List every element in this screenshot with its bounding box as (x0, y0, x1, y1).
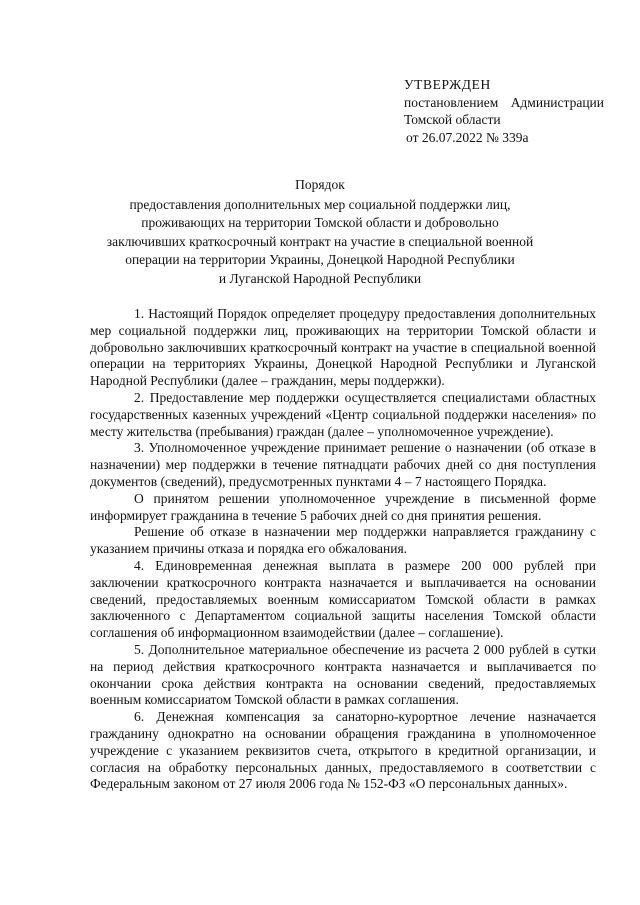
paragraph-6: 6. Денежная компенсация за санаторно-курортное лечение назначается гражданину однократно на основании обращения гражданина в уполномоченное учреждение с указанием реквизитов счета, открытого в кредитной организации, и согласия на обработку персональных данных, предоставляемого в соответствии с Федеральным законом от 27 июля 2006 года № 152-ФЗ «О персональных данных». (90, 709, 596, 792)
approval-decree-label: постановлением (404, 94, 499, 110)
paragraph-5: 5. Дополнительное материальное обеспечение из расчета 2 000 рублей в сутки на период действия краткосрочного контракта назначается и выплачивается по окончании срока действия контракта на основании сведений, предоставляемых военным комиссариатом Томской области в рамках соглашения. (90, 641, 596, 708)
title-line: проживающих на территории Томской области и добровольно (141, 215, 499, 231)
paragraph-3-notice: О принятом решении уполномоченное учреждение в письменной форме информирует гражданина в течение 5 рабочих дней со дня принятия решения. (90, 490, 596, 523)
document-title (80, 176, 560, 289)
title-heading: Порядок (295, 177, 345, 192)
paragraph-3-refusal: Решение об отказе в назначении мер поддержки направляется гражданину с указанием причины отказа и порядка его обжалования. (90, 524, 596, 557)
title-line: предоставления дополнительных мер социальной поддержки лиц, (129, 196, 511, 212)
paragraph-2: 2. Предоставление мер поддержки осуществляется специалистами областных государственных казенных учреждений «Центр социальной поддержки населения» по месту жительства (пребывания) граждан (далее – уполномоченное учреждение). (90, 389, 596, 439)
paragraph-4: 4. Единовременная денежная выплата в размере 200 000 рублей при заключении краткосрочного контракта назначается и выплачивается на основании сведений, предоставляемых военным комиссариатом Томской области в рамках заключенного с Департаментом социальной защиты населения Томской области соглашения об информационном взаимодействии (далее – соглашение). (90, 557, 596, 641)
paragraph-1: 1. Настоящий Порядок определяет процедуру предоставления дополнительных мер социальной поддержки лиц, проживающих на территории Томской области и добровольно заключивших краткосрочный контракт на участие в специальной военной операции на территориях Украины, Донецкой Народной Республики и Луганской Народной Республики (далее – гражданин, меры поддержки). (90, 306, 596, 389)
paragraph-3: 3. Уполномоченное учреждение принимает решение о назначении (об отказе в назначении) мер поддержки в течение пятнадцати рабочих дней со дня поступления документов (сведений), предусмотренных пунктами 4 – 7 настоящего Порядка. (90, 440, 596, 489)
title-line: операции на территории Украины, Донецкой Народной Республики (125, 252, 515, 268)
title-line: и Луганской Народной Республики (218, 270, 422, 286)
title-line: заключивших краткосрочный контракт на участие в специальной военной (106, 233, 534, 249)
document-body (90, 306, 596, 793)
approval-stamp (404, 76, 604, 146)
approval-title: УТВЕРЖДЕН (404, 77, 491, 92)
approval-decree-line (404, 94, 604, 112)
approval-date-number: от 26.07.2022 № 339а (406, 129, 529, 145)
approval-administration-label: Администрации (510, 94, 604, 110)
approval-region: Томской области (404, 112, 501, 127)
